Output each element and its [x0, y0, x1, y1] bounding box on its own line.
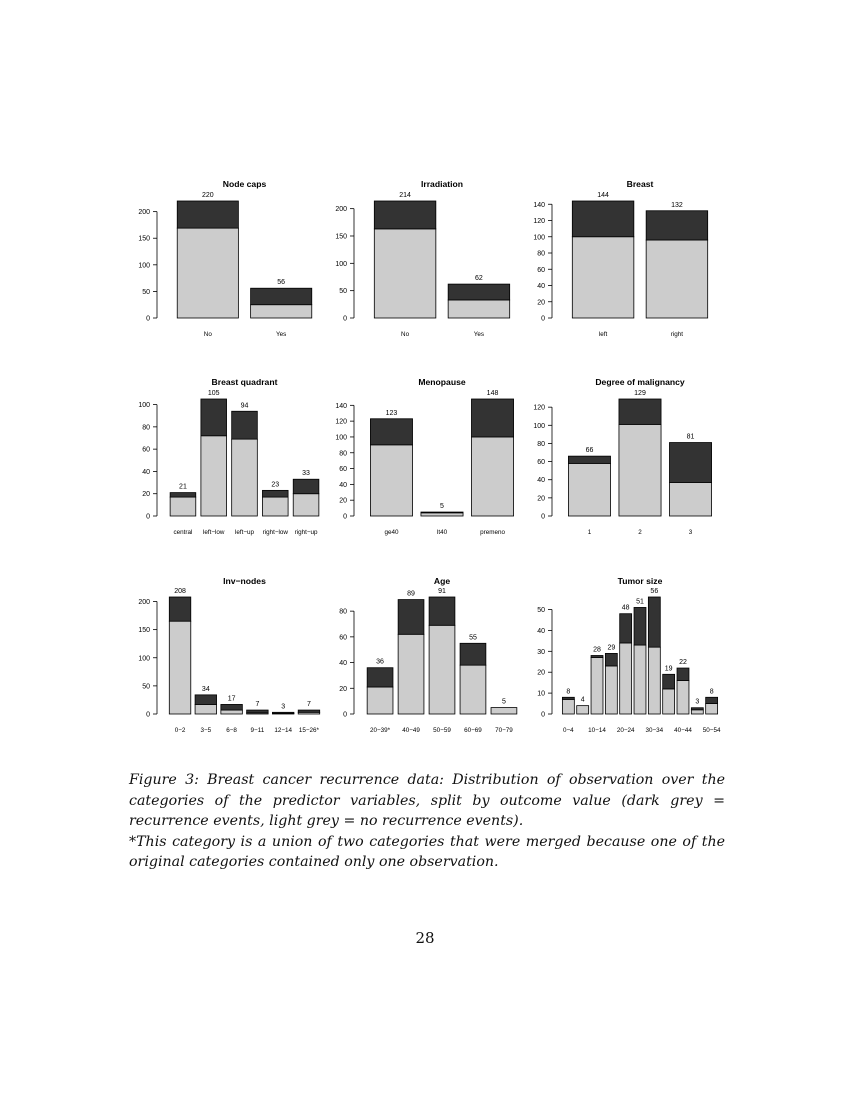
age-bar-no-recurrence-60-69 — [460, 665, 486, 714]
node-caps-total-label-no: 220 — [201, 192, 214, 199]
breast-quadrant-bar-recurrence-right-low — [262, 490, 288, 497]
irradiation-bar-recurrence-yes — [448, 284, 510, 300]
degree-of-malignancy-bar-recurrence-2 — [619, 399, 661, 424]
breast-quadrant-y-tick-label: 0 — [146, 513, 150, 521]
chart-tumor-size — [537, 576, 721, 734]
tumor-size-bar-no-recurrence-15-19 — [605, 666, 617, 714]
tumor-size-category-label-40-44: 40−44 — [674, 727, 692, 734]
degree-of-malignancy-y-tick-label: 40 — [537, 477, 545, 485]
inv-nodes-y-tick-label: 150 — [138, 627, 150, 635]
tumor-size-bar-no-recurrence-35-39 — [663, 689, 675, 714]
age-category-label-60-69: 60−69 — [464, 727, 482, 734]
inv-nodes-y-tick-label: 0 — [146, 711, 150, 719]
tumor-size-bar-recurrence-40-44 — [677, 668, 689, 681]
menopause-title: Menopause — [418, 377, 466, 387]
inv-nodes-category-label-6-8: 6−8 — [226, 727, 237, 734]
menopause-y-tick-label: 40 — [339, 481, 347, 489]
node-caps-title: Node caps — [222, 179, 267, 189]
tumor-size-bar-recurrence-30-34 — [648, 597, 660, 647]
tumor-size-total-label-0-4: 8 — [566, 688, 571, 696]
breast-quadrant-bar-recurrence-right-up — [293, 479, 319, 493]
breast-total-label-left: 144 — [597, 192, 609, 199]
menopause-y-tick-label: 120 — [335, 418, 347, 426]
inv-nodes-total-label-9-11: 7 — [255, 701, 260, 709]
degree-of-malignancy-total-label-3: 81 — [686, 433, 695, 441]
age-category-label-40-49: 40−49 — [402, 727, 420, 734]
breast-quadrant-category-label-left-up: left−up — [234, 529, 255, 536]
inv-nodes-bar-no-recurrence-6-8 — [221, 710, 242, 714]
age-total-label-50-59: 91 — [438, 588, 446, 595]
inv-nodes-total-label-15-26: 7 — [307, 701, 311, 709]
tumor-size-bar-no-recurrence-50-54 — [706, 704, 718, 714]
tumor-size-bar-recurrence-50-54 — [706, 697, 718, 703]
chart-breast-quadrant — [138, 377, 319, 536]
node-caps-bar-no-recurrence-no — [177, 228, 238, 318]
menopause-y-tick-label: 20 — [339, 497, 347, 505]
degree-of-malignancy-category-label-3: 3 — [688, 529, 693, 536]
breast-title: Breast — [626, 179, 654, 189]
menopause-total-label-premeno: 148 — [486, 390, 499, 397]
menopause-bar-no-recurrence-premeno — [471, 437, 513, 516]
node-caps-y-tick-label: 200 — [138, 209, 150, 217]
inv-nodes-total-label-0-2: 208 — [174, 588, 186, 595]
age-y-tick-label: 80 — [339, 608, 347, 616]
inv-nodes-bar-recurrence-12-14 — [272, 712, 293, 713]
inv-nodes-category-label-0-2: 0−2 — [174, 727, 186, 734]
tumor-size-y-tick-label: 10 — [537, 690, 545, 698]
tumor-size-total-label-20-24: 48 — [621, 604, 630, 612]
tumor-size-bar-recurrence-25-29 — [634, 607, 646, 645]
tumor-size-total-label-40-44: 22 — [679, 659, 687, 667]
degree-of-malignancy-y-tick-label: 0 — [541, 513, 545, 521]
breast-quadrant-bar-no-recurrence-right-low — [262, 497, 288, 516]
age-y-tick-label: 20 — [339, 685, 347, 693]
menopause-y-tick-label: 60 — [339, 466, 347, 474]
menopause-y-tick-label: 80 — [339, 450, 347, 458]
tumor-size-y-tick-label: 50 — [537, 607, 545, 615]
degree-of-malignancy-y-tick-label: 20 — [537, 495, 545, 503]
irradiation-y-tick-label: 150 — [335, 233, 347, 241]
breast-y-tick-label: 100 — [533, 234, 545, 242]
breast-bar-recurrence-left — [572, 201, 634, 237]
tumor-size-category-label-0-4: 0−4 — [563, 727, 574, 734]
tumor-size-total-label-30-34: 56 — [650, 588, 659, 595]
breast-category-label-right: right — [670, 331, 684, 338]
breast-quadrant-bar-no-recurrence-central — [170, 497, 196, 516]
menopause-bar-recurrence-ge40 — [370, 419, 412, 445]
degree-of-malignancy-category-label-2: 2 — [638, 529, 642, 536]
age-bar-recurrence-60-69 — [460, 643, 486, 665]
menopause-category-label-premeno: premeno — [480, 529, 505, 536]
tumor-size-bar-no-recurrence-25-29 — [634, 645, 646, 714]
tumor-size-bar-no-recurrence-0-4 — [562, 699, 574, 714]
node-caps-y-tick-label: 150 — [138, 235, 150, 243]
tumor-size-bar-recurrence-10-14 — [591, 656, 603, 658]
irradiation-bar-no-recurrence-no — [374, 229, 436, 318]
breast-bar-recurrence-right — [646, 211, 708, 240]
chart-inv-nodes — [138, 576, 319, 734]
tumor-size-y-tick-label: 0 — [541, 711, 545, 719]
irradiation-category-label-yes: Yes — [473, 331, 485, 338]
node-caps-bar-recurrence-no — [177, 201, 238, 228]
tumor-size-total-label-50-54: 8 — [709, 688, 714, 696]
breast-quadrant-bar-recurrence-left-low — [201, 399, 227, 436]
tumor-size-bar-recurrence-35-39 — [663, 674, 675, 689]
tumor-size-bar-recurrence-15-19 — [605, 653, 617, 666]
age-bar-recurrence-50-59 — [429, 597, 455, 625]
irradiation-y-tick-label: 50 — [339, 288, 347, 296]
breast-quadrant-total-label-right-up: 33 — [302, 470, 310, 478]
tumor-size-bar-no-recurrence-40-44 — [677, 681, 689, 714]
breast-category-label-left: left — [598, 331, 608, 338]
irradiation-bar-no-recurrence-yes — [448, 300, 510, 318]
menopause-category-label-ge40: ge40 — [384, 529, 399, 536]
node-caps-bar-no-recurrence-yes — [251, 305, 312, 318]
tumor-size-bar-no-recurrence-30-34 — [648, 647, 660, 714]
caption-main: Figure 3: Breast cancer recurrence data: Distribution of observation over the categories of the predictor variables, split by outcome value (dark grey = recurrence events, light grey = no recurrence events). — [129, 772, 725, 829]
node-caps-bar-recurrence-yes — [251, 288, 312, 304]
irradiation-total-label-yes: 62 — [475, 275, 483, 283]
tumor-size-y-tick-label: 30 — [537, 648, 545, 656]
degree-of-malignancy-bar-recurrence-3 — [669, 443, 711, 483]
irradiation-y-tick-label: 0 — [343, 315, 347, 323]
tumor-size-category-label-20-24: 20−24 — [616, 727, 635, 734]
age-bar-no-recurrence-20-39 — [367, 687, 393, 714]
breast-quadrant-bar-no-recurrence-left-low — [201, 436, 227, 516]
age-y-tick-label: 60 — [339, 634, 347, 642]
degree-of-malignancy-total-label-1: 66 — [585, 447, 594, 455]
irradiation-y-tick-label: 100 — [335, 260, 347, 268]
inv-nodes-y-tick-label: 200 — [138, 599, 150, 606]
breast-y-tick-label: 60 — [537, 266, 545, 274]
age-total-label-60-69: 55 — [469, 634, 477, 642]
inv-nodes-total-label-6-8: 17 — [227, 695, 236, 703]
inv-nodes-y-tick-label: 100 — [138, 655, 150, 663]
inv-nodes-y-tick-label: 50 — [142, 683, 150, 691]
tumor-size-bar-no-recurrence-5-9 — [577, 706, 589, 714]
breast-quadrant-bar-recurrence-central — [170, 493, 196, 497]
age-bar-no-recurrence-50-59 — [429, 625, 455, 714]
menopause-bar-recurrence-lt40 — [421, 512, 463, 513]
degree-of-malignancy-bar-no-recurrence-2 — [619, 424, 661, 516]
breast-y-tick-label: 140 — [533, 201, 545, 209]
tumor-size-total-label-5-9: 4 — [580, 696, 585, 704]
inv-nodes-title: Inv−nodes — [223, 576, 266, 586]
breast-quadrant-category-label-right-low: right−low — [262, 529, 288, 536]
chart-node-caps — [138, 179, 311, 338]
menopause-total-label-ge40: 123 — [385, 409, 398, 417]
breast-y-tick-label: 40 — [537, 283, 545, 290]
degree-of-malignancy-bar-no-recurrence-1 — [568, 463, 610, 516]
age-category-label-20-39: 20−39* — [369, 727, 391, 734]
menopause-category-label-lt40: lt40 — [436, 529, 448, 536]
tumor-size-bar-recurrence-0-4 — [562, 697, 574, 699]
age-total-label-40-49: 89 — [407, 590, 415, 598]
menopause-bar-no-recurrence-ge40 — [370, 445, 412, 516]
breast-quadrant-total-label-central: 21 — [179, 483, 187, 491]
menopause-y-tick-label: 0 — [343, 513, 347, 521]
degree-of-malignancy-bar-no-recurrence-3 — [669, 482, 711, 516]
caption-note: *This category is a union of two categories that were merged because one of the original categories contained only one observation. — [129, 833, 725, 870]
tumor-size-category-label-10-14: 10−14 — [588, 727, 606, 734]
breast-quadrant-y-tick-label: 100 — [138, 402, 150, 410]
inv-nodes-category-label-3-5: 3−5 — [200, 727, 212, 734]
tumor-size-total-label-15-19: 29 — [607, 644, 616, 652]
menopause-bar-recurrence-premeno — [471, 399, 513, 437]
breast-y-tick-label: 0 — [541, 315, 545, 323]
irradiation-total-label-no: 214 — [399, 192, 411, 199]
breast-quadrant-y-tick-label: 40 — [142, 468, 150, 476]
breast-quadrant-bar-no-recurrence-right-up — [293, 494, 319, 516]
irradiation-bar-recurrence-no — [374, 201, 436, 229]
node-caps-total-label-yes: 56 — [277, 279, 286, 287]
inv-nodes-bar-recurrence-15-26 — [298, 710, 319, 712]
degree-of-malignancy-category-label-1: 1 — [587, 529, 592, 536]
node-caps-category-label-yes: Yes — [276, 331, 287, 338]
breast-quadrant-total-label-left-low: 105 — [207, 390, 220, 397]
age-category-label-70-79: 70−79 — [495, 727, 513, 734]
tumor-size-y-tick-label: 40 — [537, 627, 545, 635]
inv-nodes-category-label-12-14: 12−14 — [274, 727, 293, 734]
degree-of-malignancy-y-tick-label: 100 — [533, 422, 545, 430]
age-total-label-20-39: 36 — [376, 658, 384, 666]
chart-age — [339, 576, 517, 734]
tumor-size-bar-no-recurrence-45-49 — [691, 710, 703, 714]
irradiation-title: Irradiation — [420, 179, 464, 189]
degree-of-malignancy-y-tick-label: 60 — [537, 459, 545, 467]
inv-nodes-bar-recurrence-9-11 — [247, 710, 268, 713]
menopause-total-label-lt40: 5 — [440, 503, 444, 511]
age-bar-no-recurrence-40-49 — [398, 634, 424, 714]
tumor-size-total-label-25-29: 51 — [636, 598, 644, 606]
tumor-size-total-label-10-14: 28 — [593, 646, 601, 654]
inv-nodes-bar-no-recurrence-0-2 — [169, 621, 190, 714]
breast-y-tick-label: 120 — [533, 218, 545, 225]
node-caps-y-tick-label: 50 — [142, 288, 150, 296]
node-caps-y-tick-label: 0 — [146, 315, 150, 323]
tumor-size-title: Tumor size — [617, 576, 663, 586]
node-caps-category-label-no: No — [203, 331, 212, 338]
breast-quadrant-y-tick-label: 80 — [142, 424, 150, 432]
tumor-size-category-label-50-54: 50−54 — [702, 727, 721, 734]
breast-quadrant-y-tick-label: 20 — [142, 491, 150, 499]
tumor-size-category-label-30-34: 30−34 — [645, 727, 664, 734]
age-total-label-70-79: 5 — [501, 698, 506, 706]
degree-of-malignancy-y-tick-label: 120 — [533, 404, 545, 412]
breast-quadrant-bar-no-recurrence-left-up — [232, 439, 258, 516]
degree-of-malignancy-total-label-2: 129 — [634, 390, 646, 397]
inv-nodes-category-label-15-26: 15−26* — [298, 727, 320, 734]
tumor-size-total-label-35-39: 19 — [664, 665, 673, 673]
tumor-size-bar-recurrence-20-24 — [620, 614, 632, 643]
chart-degree-of-malignancy — [533, 377, 711, 536]
breast-quadrant-bar-recurrence-left-up — [232, 411, 258, 439]
node-caps-y-tick-label: 100 — [138, 262, 150, 270]
age-y-tick-label: 0 — [343, 711, 347, 719]
inv-nodes-bar-recurrence-6-8 — [221, 704, 242, 710]
tumor-size-total-label-45-49: 3 — [695, 698, 700, 706]
breast-quadrant-total-label-right-low: 23 — [271, 481, 280, 489]
breast-quadrant-total-label-left-up: 94 — [240, 402, 249, 410]
inv-nodes-bar-no-recurrence-3-5 — [195, 704, 216, 714]
degree-of-malignancy-y-tick-label: 80 — [537, 440, 545, 448]
inv-nodes-total-label-3-5: 34 — [201, 685, 210, 693]
tumor-size-bar-no-recurrence-20-24 — [620, 643, 632, 714]
inv-nodes-total-label-12-14: 3 — [281, 703, 286, 711]
breast-quadrant-category-label-right-up: right−up — [294, 529, 318, 536]
chart-menopause — [335, 377, 513, 536]
inv-nodes-bar-recurrence-3-5 — [195, 695, 216, 705]
menopause-bar-no-recurrence-lt40 — [421, 513, 463, 516]
inv-nodes-category-label-9-11: 9−11 — [250, 727, 265, 734]
breast-bar-no-recurrence-right — [646, 240, 708, 318]
breast-quadrant-category-label-central: central — [173, 529, 193, 536]
breast-y-tick-label: 80 — [537, 250, 545, 258]
breast-y-tick-label: 20 — [537, 299, 545, 307]
irradiation-category-label-no: No — [401, 331, 410, 338]
menopause-y-tick-label: 140 — [335, 402, 347, 410]
age-category-label-50-59: 50−59 — [433, 727, 451, 734]
breast-total-label-right: 132 — [671, 201, 683, 209]
age-y-tick-label: 40 — [339, 660, 347, 668]
age-bar-recurrence-20-39 — [367, 668, 393, 687]
age-title: Age — [433, 576, 451, 586]
inv-nodes-bar-recurrence-0-2 — [169, 597, 190, 621]
tumor-size-bar-no-recurrence-10-14 — [591, 658, 603, 714]
breast-quadrant-category-label-left-low: left−low — [202, 529, 225, 536]
irradiation-y-tick-label: 200 — [335, 206, 347, 214]
page-number: 28 — [415, 929, 435, 947]
age-bar-no-recurrence-70-79 — [491, 708, 517, 714]
breast-quadrant-title: Breast quadrant — [211, 377, 278, 387]
breast-quadrant-y-tick-label: 60 — [142, 446, 150, 454]
degree-of-malignancy-bar-recurrence-1 — [568, 456, 610, 463]
degree-of-malignancy-title: Degree of malignancy — [595, 377, 685, 387]
figure-caption — [129, 770, 725, 873]
chart-breast — [533, 179, 707, 338]
menopause-y-tick-label: 100 — [335, 434, 347, 442]
tumor-size-bar-recurrence-45-49 — [691, 708, 703, 710]
age-bar-recurrence-40-49 — [398, 600, 424, 635]
tumor-size-y-tick-label: 20 — [537, 669, 545, 677]
chart-irradiation — [335, 179, 509, 338]
breast-bar-no-recurrence-left — [572, 237, 634, 318]
